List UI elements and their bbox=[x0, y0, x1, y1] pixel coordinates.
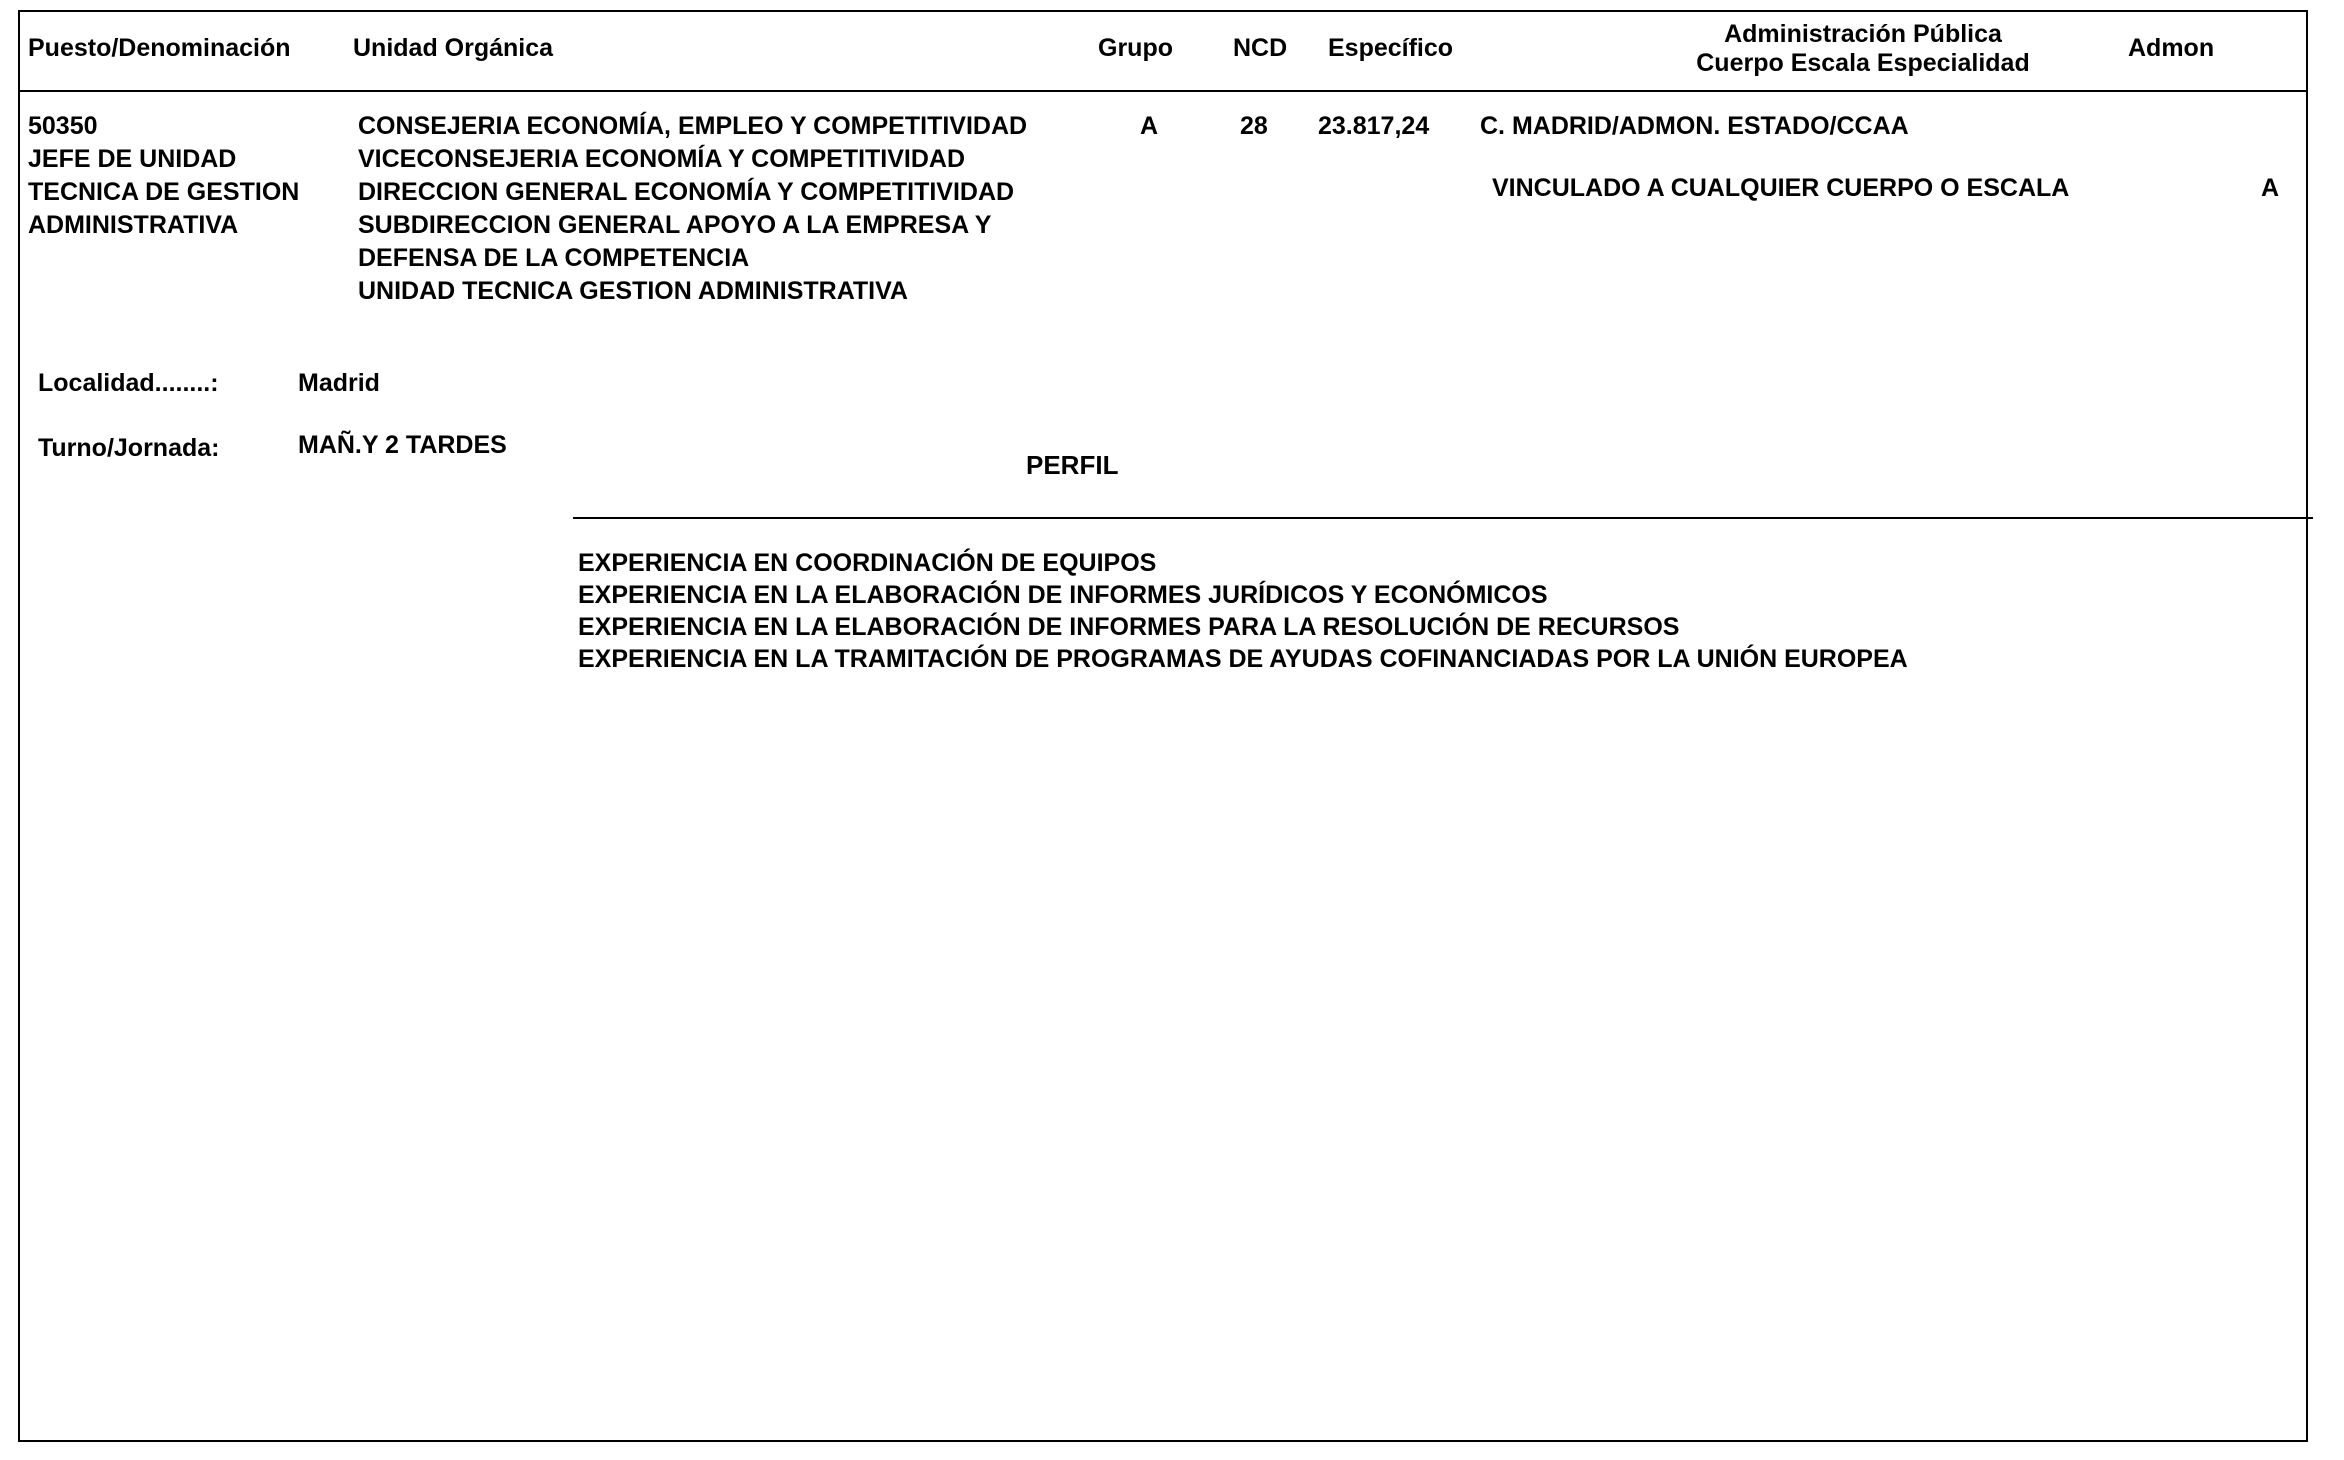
header-puesto-denominacion: Puesto/Denominación bbox=[28, 34, 291, 62]
record-body bbox=[18, 92, 2308, 1442]
table-header bbox=[18, 10, 2308, 90]
value-admon: A bbox=[2261, 174, 2280, 202]
puesto-codigo: 50350 bbox=[28, 112, 98, 140]
unidad-organica-cell bbox=[358, 110, 1088, 308]
value-especifico: 23.817,24 bbox=[1318, 112, 1430, 140]
unidad-organica-line-3: DIRECCION GENERAL ECONOMÍA Y COMPETITIVIDAD bbox=[358, 178, 1015, 206]
header-especifico: Específico bbox=[1328, 34, 1454, 62]
puesto-denominacion-line-2: TECNICA DE GESTION bbox=[28, 178, 300, 206]
puesto-denominacion-line-1: JEFE DE UNIDAD bbox=[28, 145, 237, 173]
unidad-organica-line-5: UNIDAD TECNICA GESTION ADMINISTRATIVA bbox=[358, 277, 908, 305]
perfil-item: EXPERIENCIA EN LA ELABORACIÓN DE INFORMES JURÍDICOS Y ECONÓMICOS bbox=[578, 581, 1548, 609]
header-administracion-publica bbox=[1498, 20, 2228, 78]
header-admon: Admon bbox=[2128, 34, 2215, 62]
header-administracion-publica-line2: Cuerpo Escala Especialidad bbox=[1696, 49, 2030, 77]
value-turno-jornada: MAÑ.Y 2 TARDES bbox=[298, 431, 507, 459]
label-localidad: Localidad........: bbox=[38, 369, 219, 397]
header-unidad-organica: Unidad Orgánica bbox=[353, 34, 554, 62]
puesto-denominacion-cell bbox=[28, 110, 343, 242]
label-turno-jornada: Turno/Jornada: bbox=[38, 434, 220, 462]
header-administracion-publica-line1: Administración Pública bbox=[1724, 20, 2002, 48]
perfil-item: EXPERIENCIA EN LA ELABORACIÓN DE INFORMES PARA LA RESOLUCIÓN DE RECURSOS bbox=[578, 613, 1680, 641]
perfil-item: EXPERIENCIA EN COORDINACIÓN DE EQUIPOS bbox=[578, 549, 1157, 577]
value-grupo: A bbox=[1140, 112, 1159, 140]
value-localidad: Madrid bbox=[298, 369, 380, 397]
header-grupo: Grupo bbox=[1098, 34, 1173, 62]
unidad-organica-line-2: VICECONSEJERIA ECONOMÍA Y COMPETITIVIDAD bbox=[358, 145, 966, 173]
perfil-title: PERFIL bbox=[1026, 450, 1119, 480]
perfil-item: EXPERIENCIA EN LA TRAMITACIÓN DE PROGRAMAS DE AYUDAS COFINANCIADAS POR LA UNIÓN EUROPEA bbox=[578, 645, 1908, 673]
value-cuerpo-escala: VINCULADO A CUALQUIER CUERPO O ESCALA bbox=[1492, 174, 2070, 202]
perfil-separator bbox=[573, 517, 2313, 519]
puesto-denominacion-line-3: ADMINISTRATIVA bbox=[28, 211, 239, 239]
header-ncd: NCD bbox=[1233, 34, 1288, 62]
value-administracion-publica: C. MADRID/ADMON. ESTADO/CCAA bbox=[1480, 112, 1909, 140]
perfil-list bbox=[578, 547, 2298, 675]
value-ncd: 28 bbox=[1240, 112, 1268, 140]
unidad-organica-line-4: SUBDIRECCION GENERAL APOYO A LA EMPRESA Y DEFENSA DE LA COMPETENCIA bbox=[358, 211, 991, 272]
unidad-organica-line-1: CONSEJERIA ECONOMÍA, EMPLEO Y COMPETITIVIDAD bbox=[358, 112, 1028, 140]
